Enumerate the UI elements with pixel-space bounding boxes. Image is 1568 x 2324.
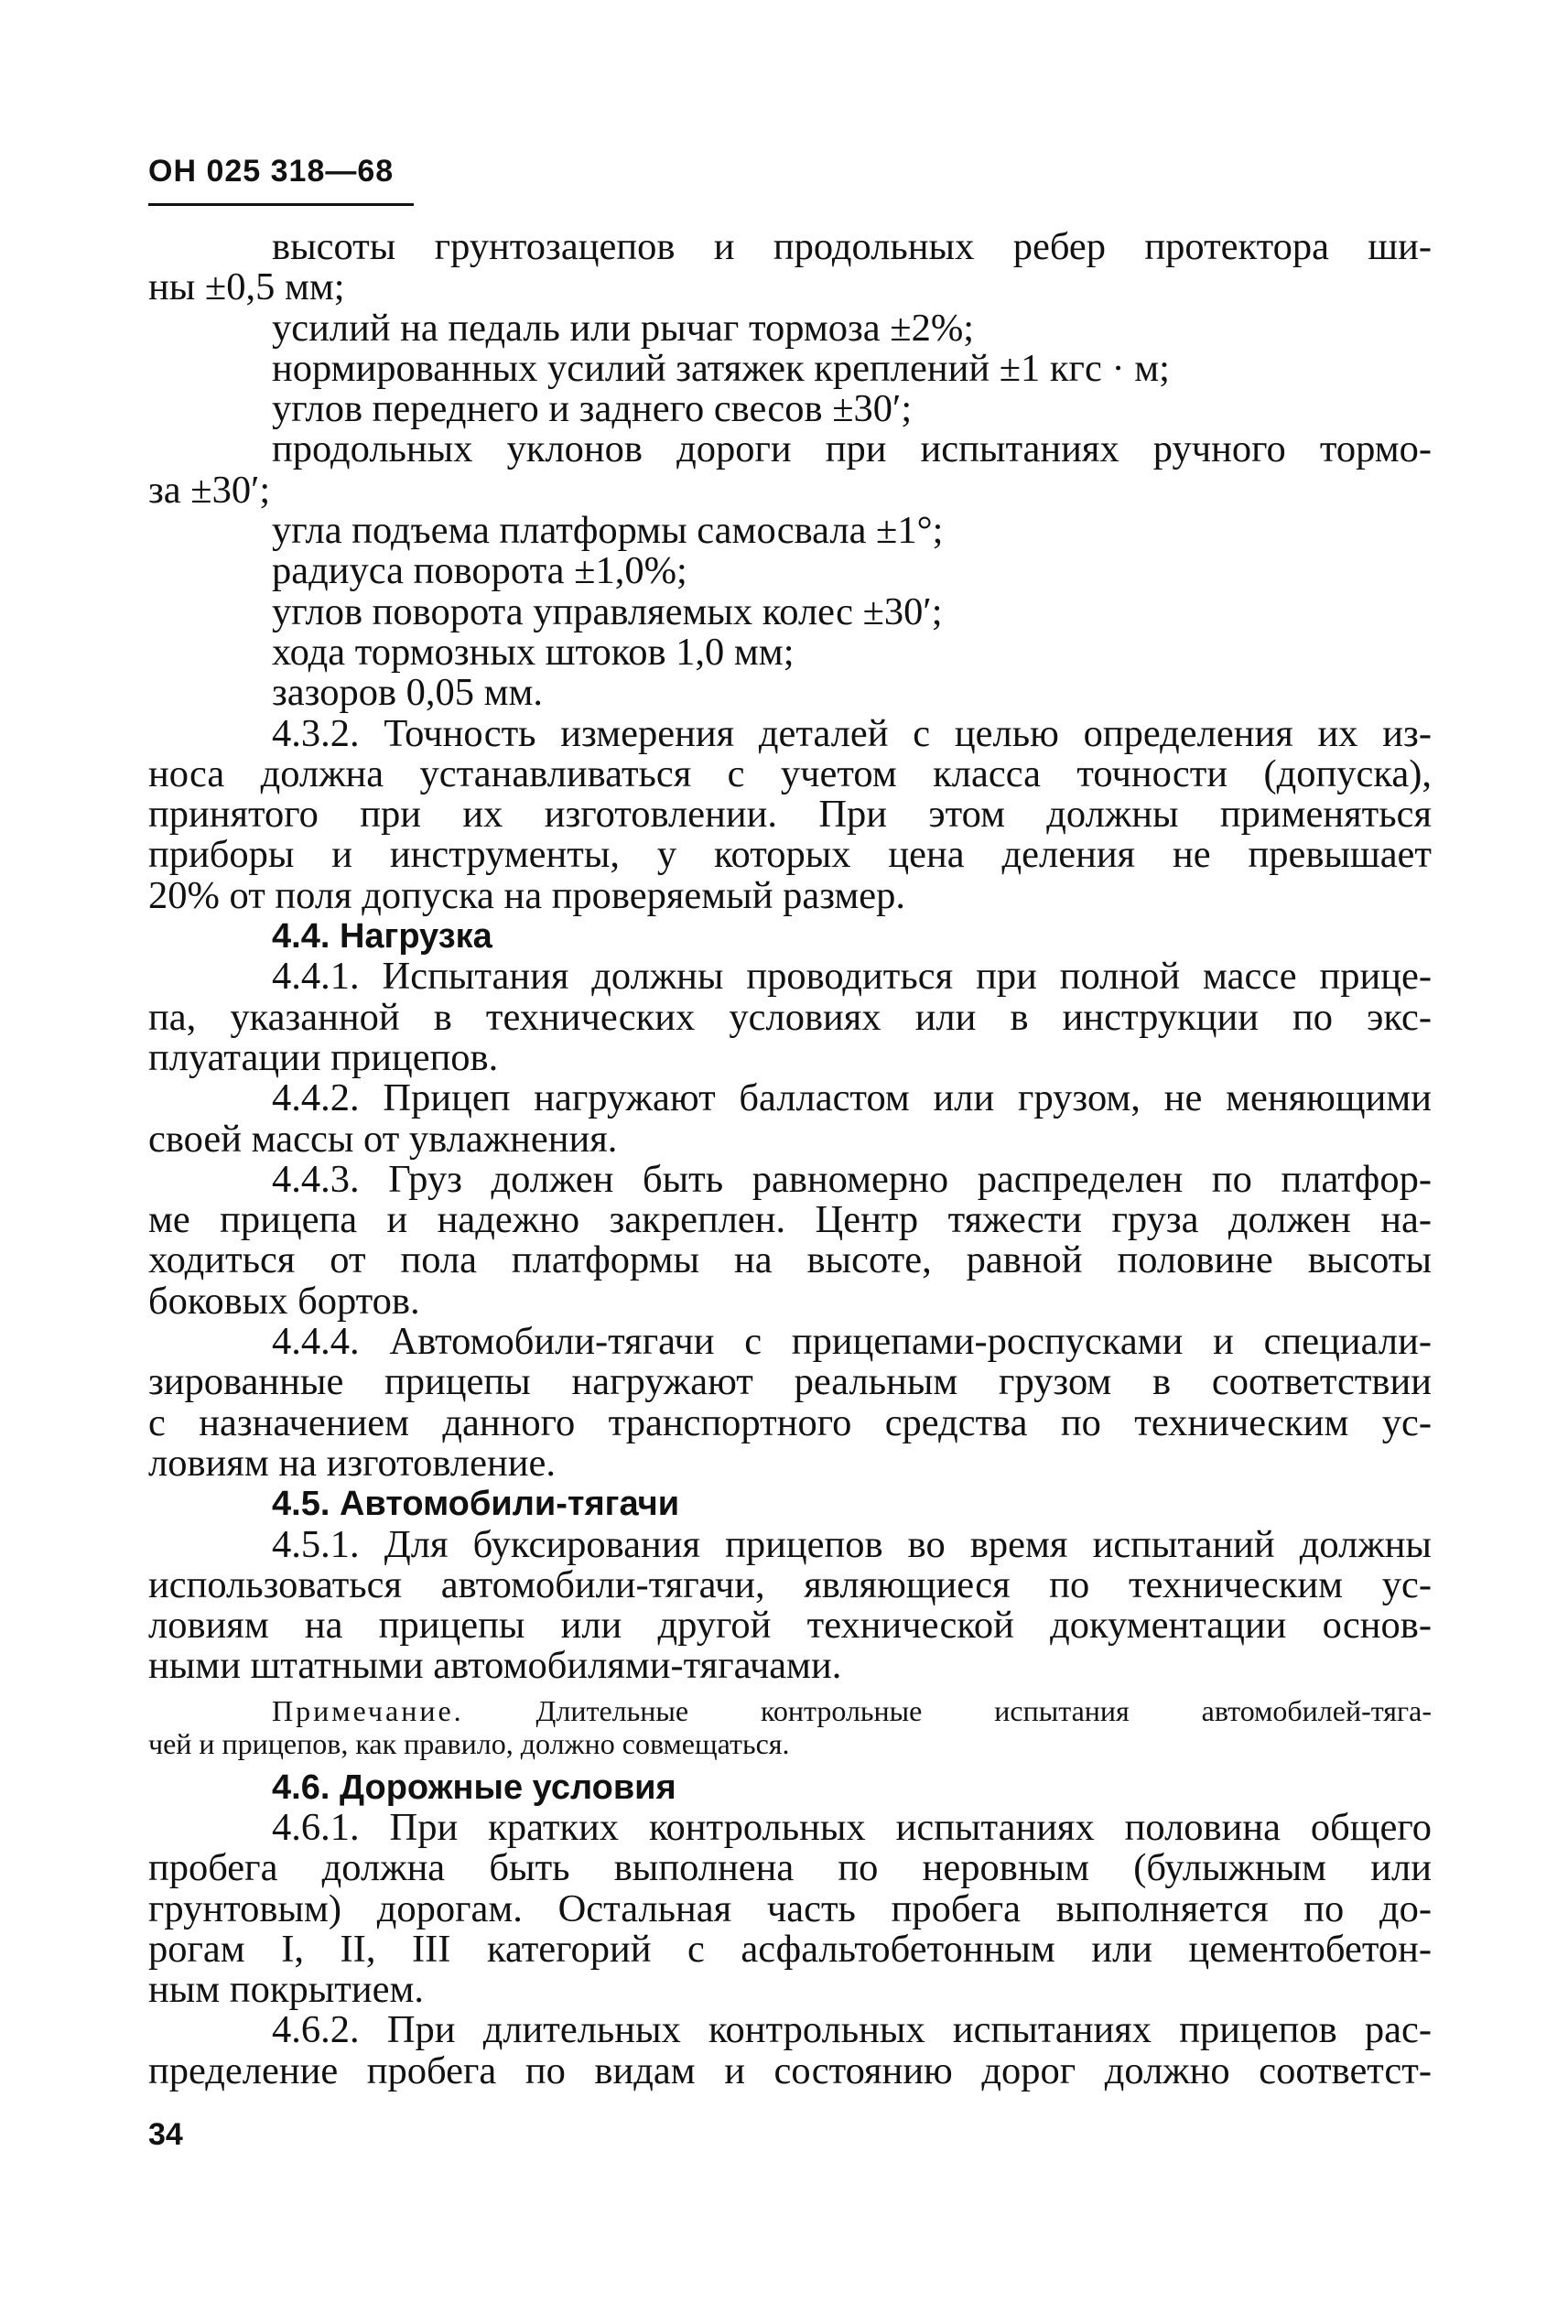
text-line: па, указанной в технических условиях или в инструкции по экс- <box>148 995 1432 1039</box>
text-line: ловиям на изготовление. <box>148 1441 556 1485</box>
text-line: за ±30′; <box>148 468 271 512</box>
text-line: плуатации прицепов. <box>148 1035 499 1079</box>
text-line: ными штатными автомобилями-тягачами. <box>148 1644 842 1688</box>
text-line: 4.6.2. При длительных контрольных испытаниях прицепов рас- <box>272 2008 1432 2052</box>
text-line: пробега должна быть выполнена по неровным (булыжным или <box>148 1846 1432 1890</box>
text-line: ным покрытием. <box>148 1968 424 2012</box>
text-line: 4.3.2. Точность измерения деталей с целью определения их из- <box>272 711 1432 755</box>
note-label: Примечание. <box>272 1693 464 1727</box>
text-line: пределение пробега по видам и состоянию дорог должно соответст- <box>148 2048 1432 2092</box>
text-line: радиуса поворота ±1,0%; <box>272 549 687 593</box>
text-line: использоваться автомобили-тягачи, являющиеся по техническим ус- <box>148 1562 1432 1606</box>
page-number: 34 <box>148 2117 183 2152</box>
text-line: зазоров 0,05 мм. <box>272 671 544 715</box>
section-heading: 4.6. Дорожные условия <box>272 1767 676 1807</box>
text-line: углов переднего и заднего свесов ±30′; <box>272 387 913 431</box>
document-body <box>148 227 1432 2092</box>
text-line: 20% от поля допуска на проверяемый размер. <box>148 873 906 917</box>
text-line: грунтовым) дорогам. Остальная часть пробега выполняется по до- <box>148 1886 1432 1930</box>
text-line: своей массы от увлажнения. <box>148 1117 618 1161</box>
note-text: Длительные контрольные испытания автомобилей-тяга- <box>535 1693 1432 1727</box>
text-line: носа должна устанавливаться с учетом класса точности (допуска), <box>148 751 1432 795</box>
text-line: зированные прицепы нагружают реальным грузом в соответствии <box>148 1360 1432 1404</box>
text-line: усилий на педаль или рычаг тормоза ±2%; <box>272 306 975 350</box>
text-line: хода тормозных штоков 1,0 мм; <box>272 630 795 674</box>
text-line: 4.4.3. Груз должен быть равномерно распределен по платфор- <box>272 1157 1432 1201</box>
text-line: высоты грунтозацепов и продольных ребер протектора ши- <box>272 225 1432 268</box>
document-code-header: ОН 025 318—68 <box>148 154 395 189</box>
text-line: боковых бортов. <box>148 1279 420 1323</box>
text-line: рогам I, II, III категорий с асфальтобетонным или цементобетон- <box>148 1927 1432 1971</box>
note-spacer <box>148 1687 1432 1694</box>
note-line: чей и прицепов, как правило, должно совмещаться. <box>148 1726 790 1760</box>
section-heading: 4.4. Нагрузка <box>272 917 492 957</box>
text-line: с назначением данного транспортного средства по техническим ус- <box>148 1400 1432 1444</box>
text-line: 4.5.1. Для буксирования прицепов во время испытаний должны <box>272 1522 1432 1566</box>
text-line: угла подъема платформы самосвала ±1°; <box>272 509 944 553</box>
note-spacer <box>148 1760 1432 1767</box>
text-line: 4.6.1. При кратких контрольных испытаниях половина общего <box>272 1805 1432 1849</box>
section-heading: 4.5. Автомобили-тягачи <box>272 1485 680 1524</box>
text-line: ны ±0,5 мм; <box>148 265 345 309</box>
text-line: ходиться от пола платформы на высоте, равной половине высоты <box>148 1238 1432 1282</box>
header-rule <box>148 203 414 206</box>
text-line: ловиям на прицепы или другой технической документации основ- <box>148 1604 1432 1648</box>
text-line: нормированных усилий затяжек креплений ±1 кгс · м; <box>272 346 1170 390</box>
text-line: 4.4.4. Автомобили-тягачи с прицепами-роспусками и специали- <box>272 1320 1432 1364</box>
text-line: 4.4.1. Испытания должны проводиться при полной массе прице- <box>272 955 1432 999</box>
text-line: 4.4.2. Прицеп нагружают балластом или грузом, не меняющими <box>272 1076 1432 1120</box>
text-line: приборы и инструменты, у которых цена деления не превышает <box>148 833 1432 877</box>
note-line <box>148 1694 1432 1727</box>
text-line: углов поворота управляемых колес ±30′; <box>272 589 943 633</box>
text-line: продольных уклонов дороги при испытаниях ручного тормо- <box>272 427 1432 471</box>
text-line: принятого при их изготовлении. При этом должны применяться <box>148 793 1432 837</box>
text-line: ме прицепа и надежно закреплен. Центр тяжести груза должен на- <box>148 1198 1432 1242</box>
